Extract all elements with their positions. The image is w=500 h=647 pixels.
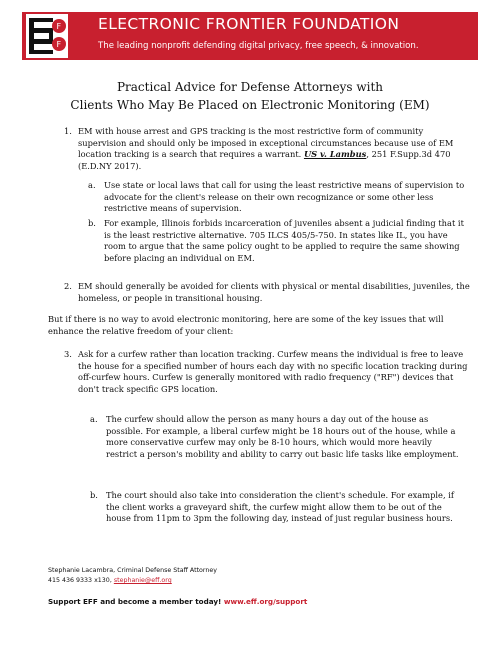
item-number: 1.: [64, 126, 72, 136]
intro-paragraph: But if there is no way to avoid electronic monitoring, here are some of the key issues that will enhance the relative freedom of your client:: [48, 314, 444, 336]
support-link[interactable]: www.eff.org/support: [223, 597, 308, 606]
header-banner: [22, 12, 478, 60]
org-tagline: The leading nonprofit defending digital privacy, free speech, & innovation.: [98, 41, 419, 51]
subitem-letter: b.: [90, 490, 98, 500]
subitem-letter: b.: [88, 218, 96, 228]
subitem-1a: Use state or local laws that call for using the least restrictive means of supervision to advocate for the client's release on their own recognizance or some other less restrictive means of supervision.: [104, 180, 465, 214]
signature-name: Stephanie Lacambra, Criminal Defense Staff Attorney: [48, 567, 217, 574]
signature-contact: [48, 576, 172, 585]
list-item-1: [78, 126, 470, 172]
subitem-3a: The curfew should allow the person as many hours a day out of the house as possible. For example, a liberal curfew might be 18 hours out of the house, while a more conservative curfew may only be 8-10 hours, which would more heavily restrict a person's mobility and ability to carry out basic life tasks like employment.: [106, 414, 459, 459]
subitem-1b: For example, Illinois forbids incarceration of juveniles absent a judicial finding that it is the least restrictive alternative. 705 ILCS 405/5-750. In states like IL, you have room to argue that the same policy ought to be applied to require the same showing before placing an individual on EM.: [104, 218, 464, 263]
svg-text:F: F: [56, 40, 62, 49]
item-number: 3.: [64, 349, 72, 359]
case-citation: US v. Lambus: [303, 149, 367, 160]
document-title-line2: Clients Who May Be Placed on Electronic Monitoring (EM): [70, 98, 430, 112]
list-item-3: Ask for a curfew rather than location tracking. Curfew means the individual is free to leave the house for a specified number of hours each day with no specific location tracking during off-curfew hours. Curfew is generally monitored with radio frequency ("RF") devices that don't track specific GPS location.: [78, 349, 468, 394]
subitem-letter: a.: [90, 414, 98, 424]
subitem-letter: a.: [88, 180, 96, 190]
org-name: ELECTRONIC FRONTIER FOUNDATION: [98, 15, 400, 33]
item-number: 2.: [64, 281, 72, 291]
svg-text:F: F: [56, 22, 62, 31]
email-link[interactable]: stephanie@eff.org: [113, 577, 172, 584]
item-1-text: EM with house arrest and GPS tracking is the most restrictive form of community supervision and should only be imposed in exceptional circumstances because use of EM location tracking is a search that requires a warrant.: [78, 126, 454, 160]
item-1-citation-text: , 251 F.Supp.3d 470 (E.D.NY 2017).: [78, 149, 451, 171]
document-title-line1: Practical Advice for Defense Attorneys with: [116, 80, 384, 94]
support-text: Support EFF and become a member today!: [48, 597, 224, 606]
eff-logo[interactable]: [26, 14, 68, 58]
support-line: [48, 597, 307, 606]
list-item-2: EM should generally be avoided for clients with physical or mental disabilities, juveniles, the homeless, or people in transitional housing.: [78, 281, 470, 303]
subitem-3b: The court should also take into consideration the client's schedule. For example, if the client works a graveyard shift, the curfew might allow them to be out of the house from 11pm to 3pm the following day, instead of just regular business hours.: [106, 490, 454, 524]
signature-phone: 415 436 9333 x130,: [48, 577, 114, 584]
